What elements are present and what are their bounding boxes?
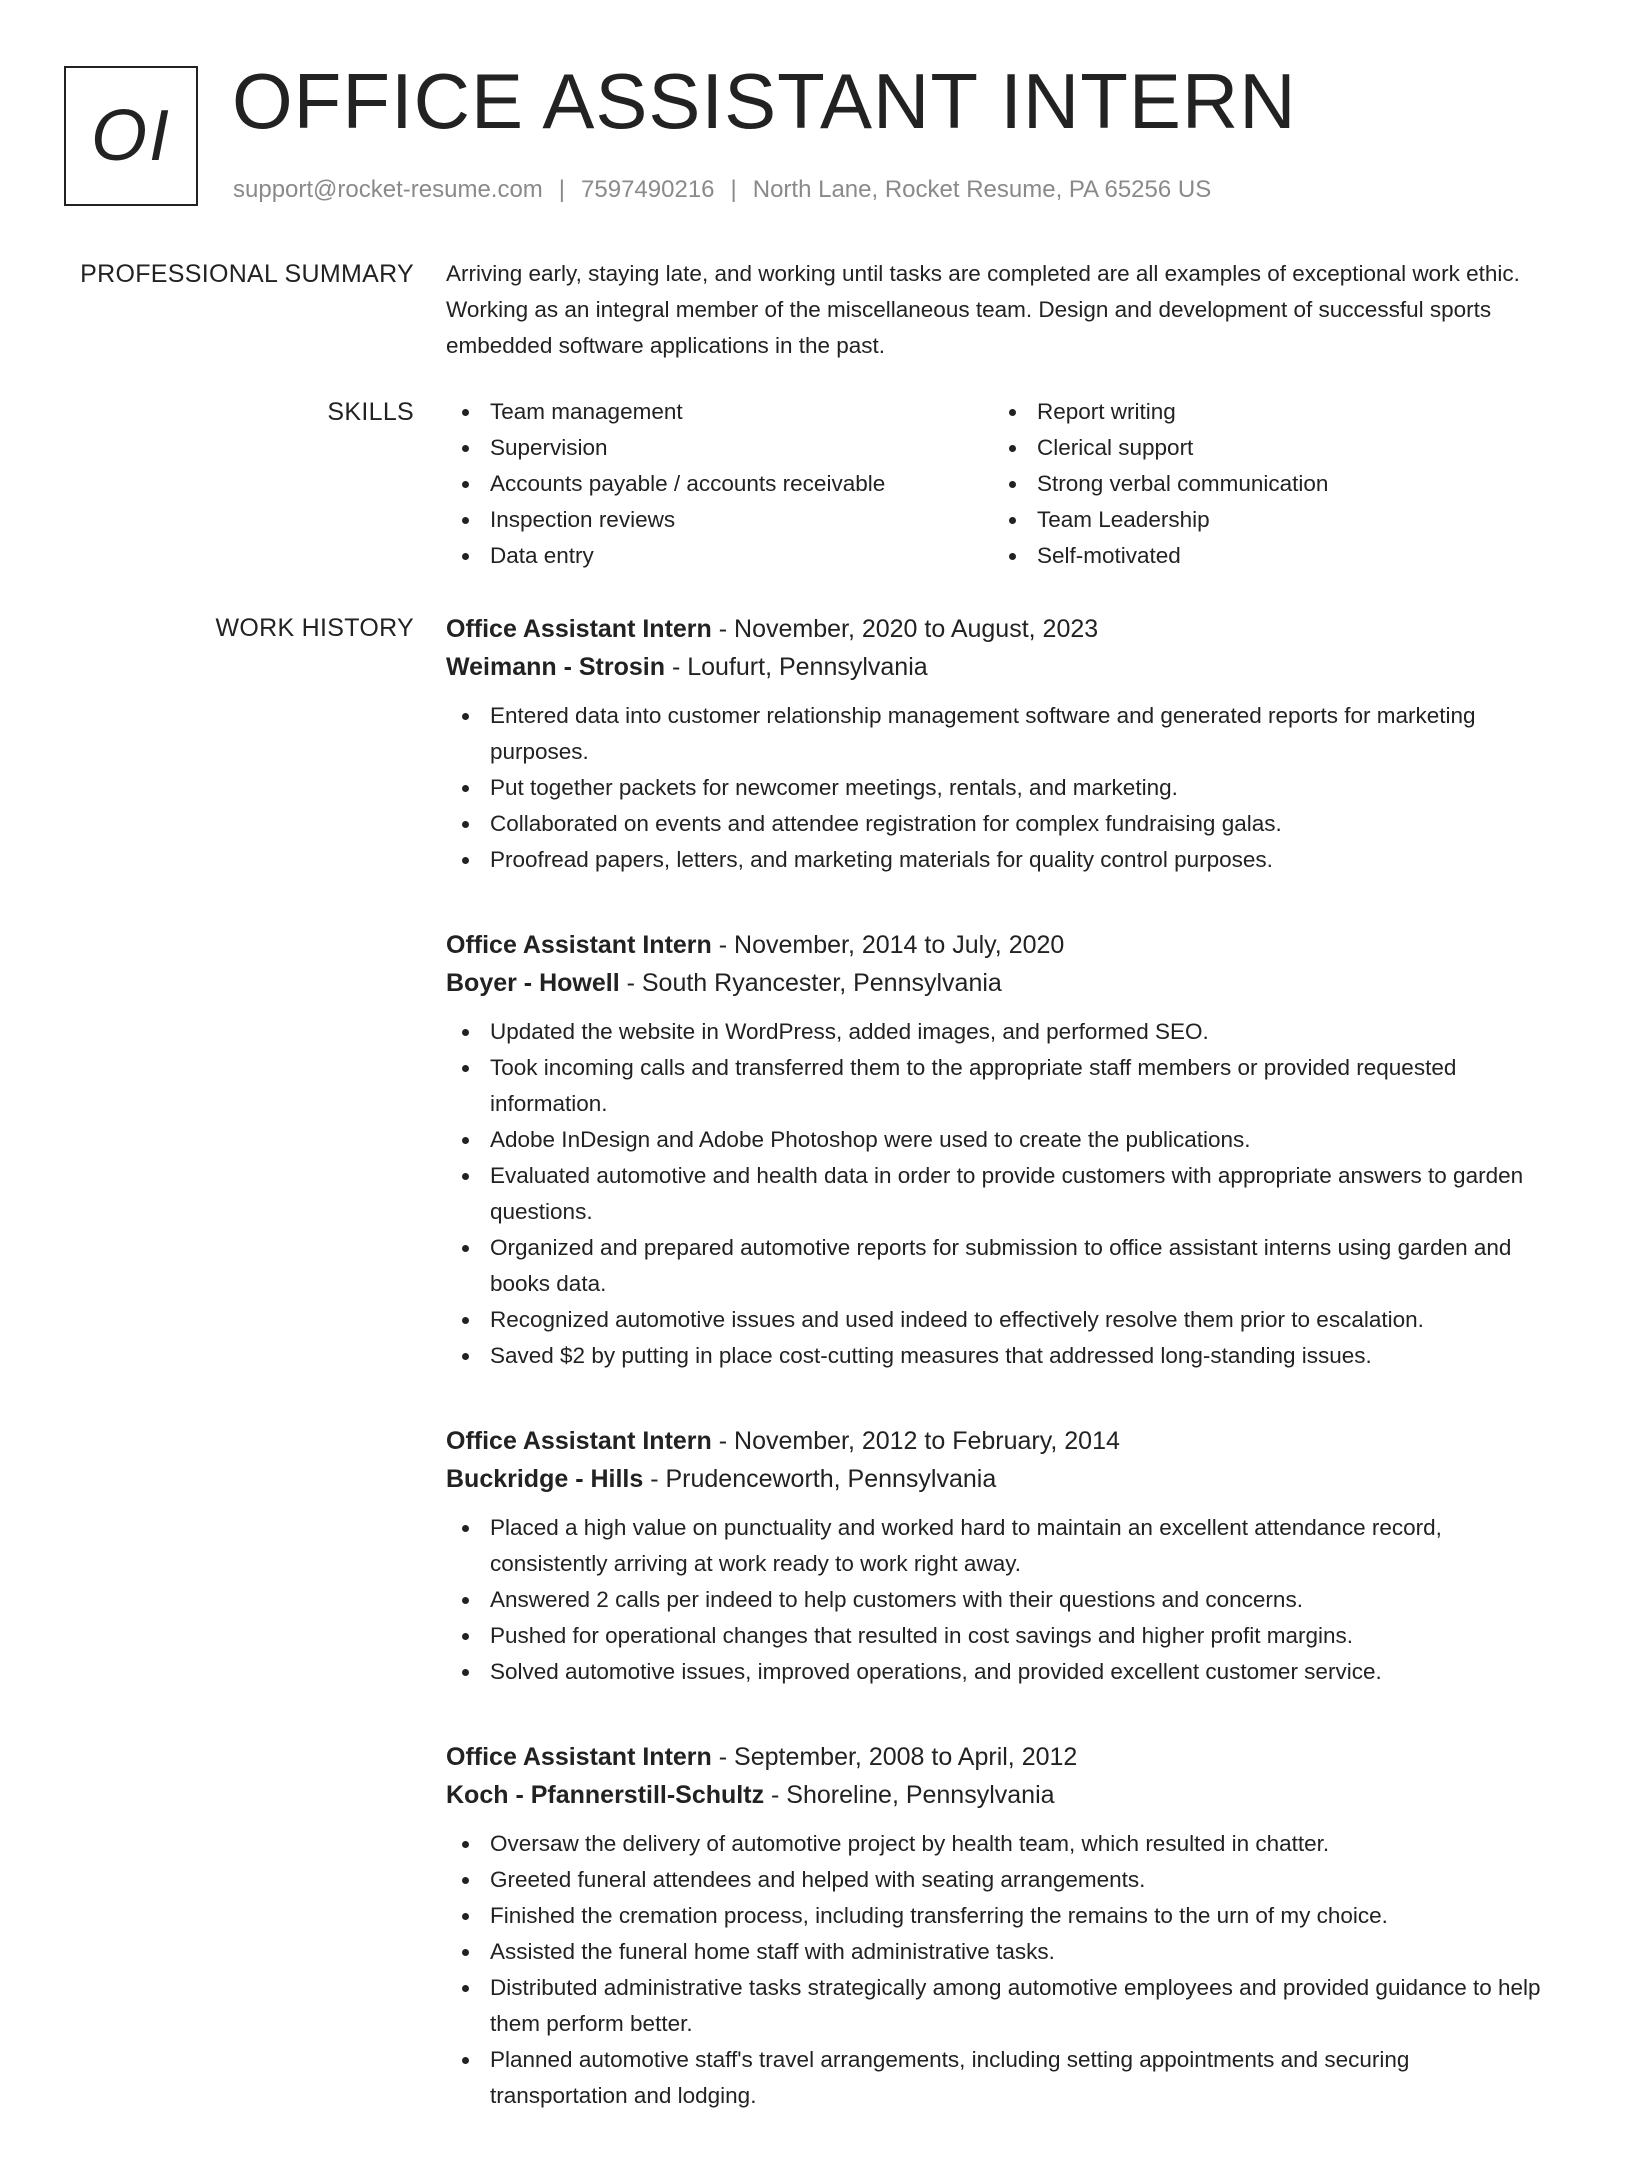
monogram-badge: OI <box>64 66 198 206</box>
job-company-line <box>446 1460 1546 1498</box>
skill-item: Accounts payable / accounts receivable <box>446 466 993 502</box>
job-bullet: Organized and prepared automotive reports for submission to office assistant interns using garden and books data. <box>446 1230 1546 1302</box>
skills-columns <box>446 394 1546 574</box>
skills-list-right <box>993 394 1493 574</box>
job-bullet: Saved $2 by putting in place cost-cutting measures that addressed long-standing issues. <box>446 1338 1546 1374</box>
job-dates: - September, 2008 to April, 2012 <box>711 1743 1078 1771</box>
job-title: Office Assistant Intern <box>446 615 712 643</box>
job-entry <box>446 1738 1546 2114</box>
job-bullets <box>446 1510 1546 1690</box>
job-dates: - November, 2014 to July, 2020 <box>711 931 1065 959</box>
contact-line <box>233 174 1211 206</box>
job-title-line <box>446 1422 1546 1460</box>
work-history-heading: WORK HISTORY <box>215 614 414 642</box>
job-location: - Prudenceworth, Pennsylvania <box>643 1465 997 1493</box>
summary-body <box>446 256 1546 364</box>
job-bullets <box>446 1826 1546 2114</box>
skills-body <box>446 394 1546 574</box>
page-title: OFFICE ASSISTANT INTERN <box>232 57 1297 145</box>
job-bullet: Placed a high value on punctuality and worked hard to maintain an excellent attendance record, consistently arriving at work ready to work right away. <box>446 1510 1546 1582</box>
job-bullets <box>446 1014 1546 1374</box>
job-company-line <box>446 1776 1546 1814</box>
job-entry <box>446 926 1546 1374</box>
job-company: Boyer - Howell <box>446 969 620 997</box>
job-dates: - November, 2020 to August, 2023 <box>711 615 1099 643</box>
job-location: - South Ryancester, Pennsylvania <box>619 969 1002 997</box>
job-title-line <box>446 610 1546 648</box>
contact-separator: | <box>558 176 566 203</box>
job-bullet: Adobe InDesign and Adobe Photoshop were used to create the publications. <box>446 1122 1546 1158</box>
job-title: Office Assistant Intern <box>446 1427 712 1455</box>
job-bullet: Entered data into customer relationship management software and generated reports for marketing purposes. <box>446 698 1546 770</box>
summary-heading: PROFESSIONAL SUMMARY <box>80 260 414 288</box>
skill-item: Inspection reviews <box>446 502 993 538</box>
skill-item: Clerical support <box>993 430 1493 466</box>
job-company-line <box>446 964 1546 1002</box>
contact-separator: | <box>730 176 737 203</box>
summary-text: Arriving early, staying late, and working until tasks are completed are all examples of exceptional work ethic. Working as an integral member of the miscellaneous team. Design and development of successful sports embedded software applications in the past. <box>446 261 1520 358</box>
job-bullet: Evaluated automotive and health data in order to provide customers with appropriate answers to garden questions. <box>446 1158 1546 1230</box>
job-bullet: Greeted funeral attendees and helped with seating arrangements. <box>446 1862 1546 1898</box>
skill-item: Supervision <box>446 430 993 466</box>
job-title-line <box>446 1738 1546 1776</box>
skills-heading: SKILLS <box>327 398 414 426</box>
job-bullets <box>446 698 1546 878</box>
skill-item: Strong verbal communication <box>993 466 1493 502</box>
job-entry <box>446 1422 1546 1690</box>
job-title-line <box>446 926 1546 964</box>
job-entry <box>446 610 1546 878</box>
job-company: Weimann - Strosin <box>446 653 666 681</box>
job-location: - Loufurt, Pennsylvania <box>665 653 928 681</box>
skills-list-left <box>446 394 993 574</box>
work-history-body <box>446 610 1546 2162</box>
skill-item: Report writing <box>993 394 1493 430</box>
skill-item: Team management <box>446 394 993 430</box>
job-bullet: Proofread papers, letters, and marketing materials for quality control purposes. <box>446 842 1546 878</box>
skill-item: Team Leadership <box>993 502 1493 538</box>
job-bullet: Updated the website in WordPress, added images, and performed SEO. <box>446 1014 1546 1050</box>
job-title: Office Assistant Intern <box>446 1743 712 1771</box>
job-bullet: Solved automotive issues, improved operations, and provided excellent customer service. <box>446 1654 1546 1690</box>
job-bullet: Oversaw the delivery of automotive project by health team, which resulted in chatter. <box>446 1826 1546 1862</box>
contact-phone: 7597490216 <box>581 176 715 203</box>
job-title: Office Assistant Intern <box>446 931 712 959</box>
skill-item: Self-motivated <box>993 538 1493 574</box>
job-bullet: Pushed for operational changes that resulted in cost savings and higher profit margins. <box>446 1618 1546 1654</box>
job-bullet: Collaborated on events and attendee registration for complex fundraising galas. <box>446 806 1546 842</box>
job-company: Koch - Pfannerstill-Schultz <box>446 1781 765 1809</box>
contact-email: support@rocket-resume.com <box>233 176 543 203</box>
job-bullet: Put together packets for newcomer meetings, rentals, and marketing. <box>446 770 1546 806</box>
job-company: Buckridge - Hills <box>446 1465 644 1493</box>
job-company-line <box>446 648 1546 686</box>
job-bullet: Assisted the funeral home staff with administrative tasks. <box>446 1934 1546 1970</box>
skill-item: Data entry <box>446 538 993 574</box>
job-bullet: Planned automotive staff's travel arrangements, including setting appointments and securing transportation and lodging. <box>446 2042 1546 2114</box>
contact-address: North Lane, Rocket Resume, PA 65256 US <box>752 176 1212 203</box>
job-bullet: Recognized automotive issues and used indeed to effectively resolve them prior to escalation. <box>446 1302 1546 1338</box>
job-dates: - November, 2012 to February, 2014 <box>711 1427 1120 1455</box>
job-bullet: Answered 2 calls per indeed to help customers with their questions and concerns. <box>446 1582 1546 1618</box>
job-bullet: Took incoming calls and transferred them to the appropriate staff members or provided requested information. <box>446 1050 1546 1122</box>
job-bullet: Finished the cremation process, including transferring the remains to the urn of my choice. <box>446 1898 1546 1934</box>
job-location: - Shoreline, Pennsylvania <box>764 1781 1055 1809</box>
job-bullet: Distributed administrative tasks strategically among automotive employees and provided guidance to help them perform better. <box>446 1970 1546 2042</box>
